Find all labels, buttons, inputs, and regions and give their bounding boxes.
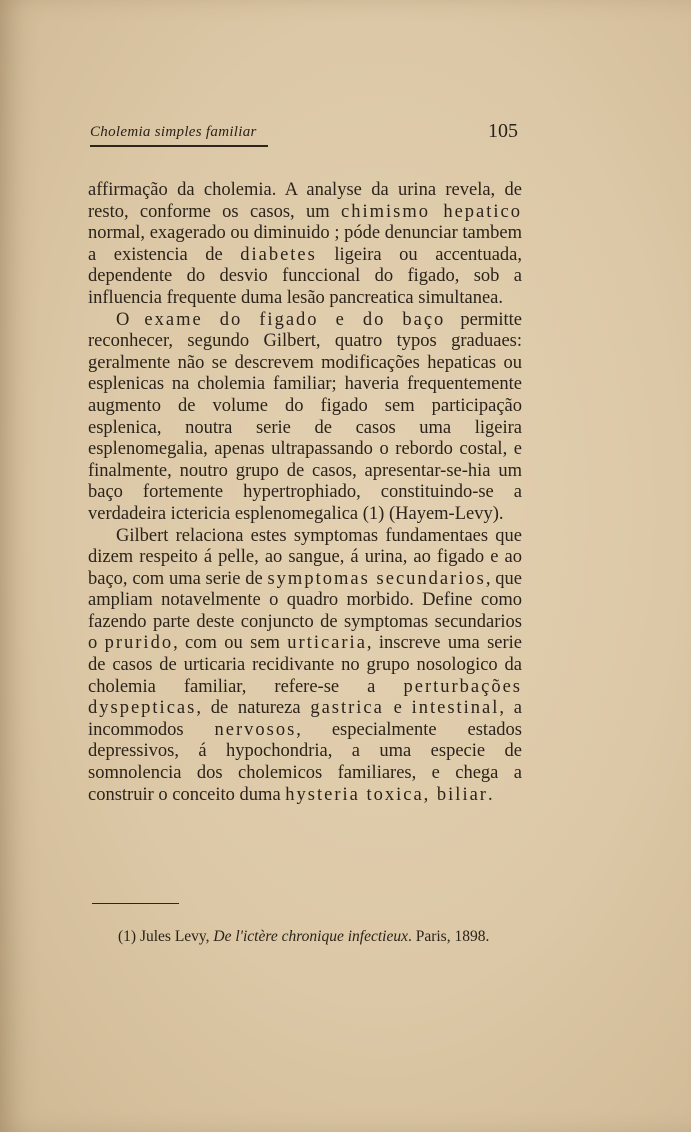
footnote-marker: (1) Jules Levy, [118, 928, 214, 945]
p1-text-e: ligeira ou accentuada, dependente do desvio funccional do figado, sob a influencia frequente duma lesão pancreatica simultanea. [88, 244, 522, 308]
page-header [90, 118, 518, 152]
p3-spaced-symptomas: symptomas secundarios [267, 568, 486, 589]
p1-text-c: normal, exagerado ou diminuido ; póde denunciar tambem a existencia de [88, 223, 522, 265]
p3-text-a: Gilbert relaciona estes symptomas fundamentaes que dizem respeito á pelle, ao sangue, á urina, ao figado e ao baço, com uma serie de [88, 525, 522, 589]
p3-spaced-gastrica: gastrica [310, 698, 384, 719]
running-title: Cholemia simples familiar [90, 124, 257, 140]
p1-spaced-diabetes: diabetes [240, 244, 317, 265]
p3-text-o: , especialmente estados depressivos, á hypochondria, a uma especie de somnolencia dos cholemicos familiares, e chega a construir o conceito duma [88, 719, 522, 805]
header-rule [90, 145, 268, 147]
p3-text-i: , de natureza [196, 698, 311, 719]
p3-spaced-urticaria: urticaria [287, 633, 367, 654]
p3-text-m: , a incommodos [88, 698, 522, 740]
footnote-rest: . Paris, 1898. [407, 928, 490, 945]
p3-spaced-perturbacoes: perturbações dyspepticas [88, 676, 522, 719]
p3-text-g: , inscreve uma serie de casos de urticaria recidivante no grupo nosologico da cholemia familiar, refere-se a [88, 633, 522, 697]
footnote-rule [92, 903, 179, 904]
p3-spaced-intestinal: intestinal [411, 698, 500, 719]
p2-text-c: permitte reconhecer, segundo Gilbert, quatro typos graduaes: geralmente não se descrevem modificações hepaticas ou esplenicas na cholemia familiar; haveria frequentemente augmento de volume do figado sem participação esplenica, noutra serie de casos uma ligeira esplenomegalia, apenas ultrapassando o rebordo costal, e finalmente, noutro grupo de casos, apresentar-se-hia um baço fortemente hypertrophiado, constituindo-se a verdadeira ictericia esplenomegalica (1) (Hayem-Levy). [88, 309, 522, 524]
paragraph-3 [88, 526, 522, 807]
p1-spaced-chimismo: chimismo hepatico [341, 201, 522, 222]
page-number: 105 [488, 120, 518, 142]
p3-spaced-prurido: prurido [104, 633, 174, 654]
p1-text-a: affirmação da cholemia. A analyse da urina revela, de resto, conforme os casos, um [88, 180, 522, 222]
p3-spaced-hysteria: hysteria toxica, biliar [285, 784, 488, 805]
paragraph-2 [88, 310, 522, 526]
p3-text-c: , que ampliam notavelmente o quadro morbido. Define como fazendo parte deste conjuncto de symptomas secundarios o [88, 568, 522, 654]
p3-text-k: e [383, 698, 412, 719]
footnote [118, 928, 528, 946]
p3-text-q: . [487, 784, 493, 805]
body-text [88, 180, 522, 806]
p3-spaced-nervosos: nervosos [214, 719, 297, 740]
p2-spaced-exame: exame do figado e do baço [144, 309, 446, 330]
p3-text-e: , com ou sem [173, 633, 288, 654]
p2-text-a: O [116, 309, 145, 330]
paragraph-1 [88, 180, 522, 310]
footnote-title: De l'ictère chronique infectieux [213, 928, 408, 945]
